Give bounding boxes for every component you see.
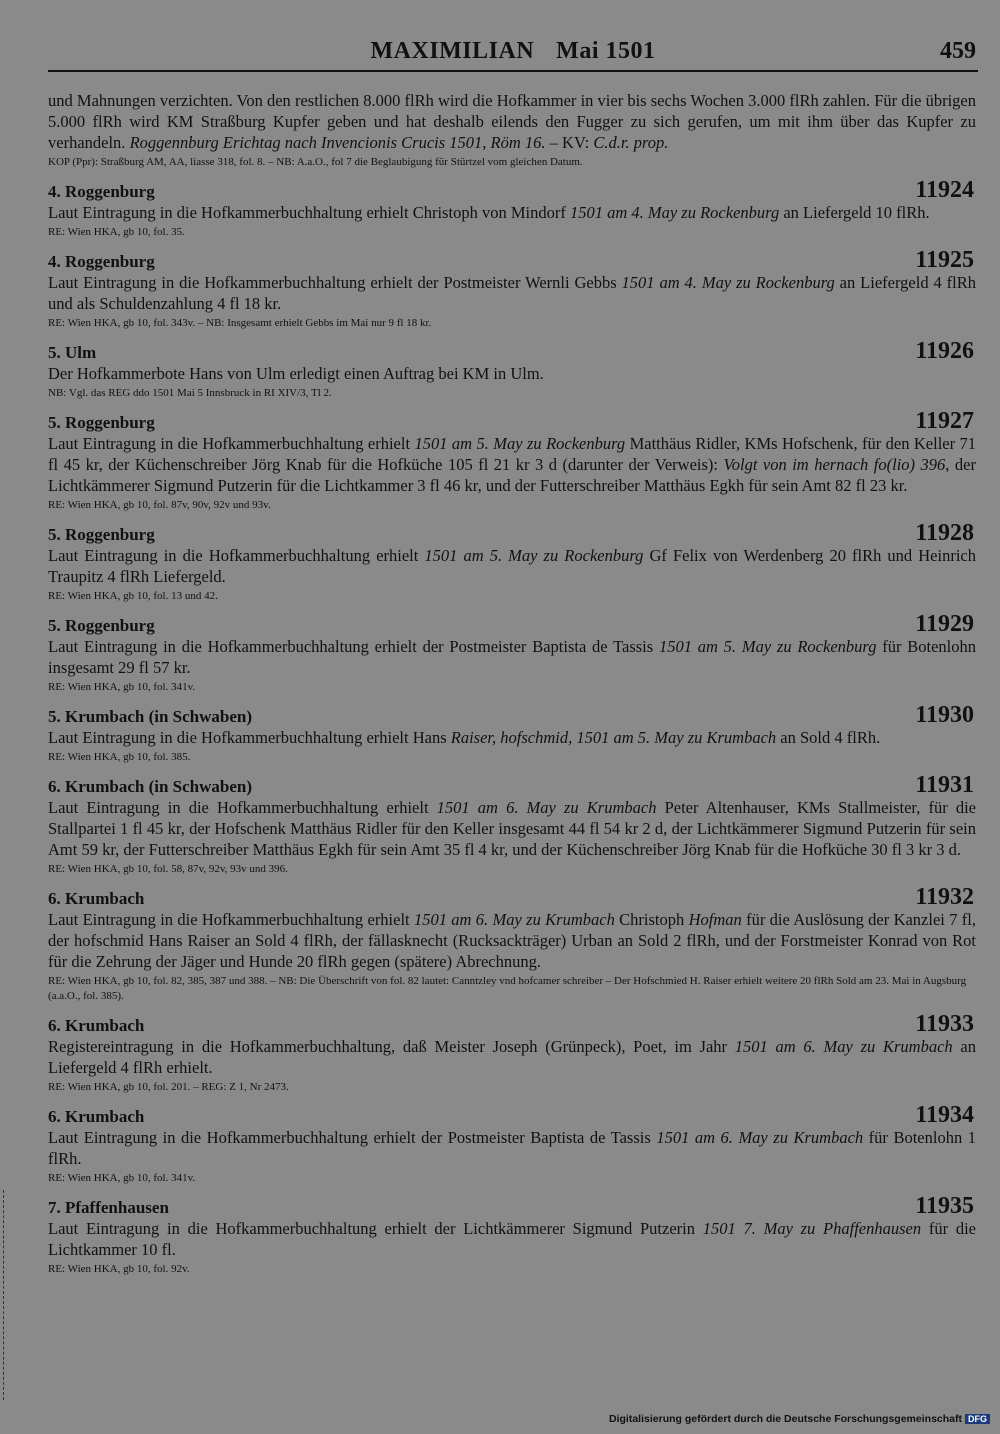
entry-text-part: , der Lichtkämmerer Sigmund Putzerin für die Lichtkammer 3 fl 46 kr, und der Futterschreiber Matthäus Egkh für sein Amt 82 fl 23 kr. — [48, 455, 976, 495]
entry-italic-part: 1501 am 6. May zu Krumbach — [413, 910, 615, 929]
entry-number: 11931 — [915, 772, 974, 798]
entry-text-part: Laut Eintragung in die Hofkammerbuchhaltung erhielt — [48, 434, 415, 453]
entry-heading — [48, 1011, 976, 1037]
entry-text-part: für Botenlohn 1 flRh. — [48, 1128, 976, 1168]
entry-reference: RE: Wien HKA, gb 10, fol. 341v. — [48, 1172, 196, 1184]
entry — [48, 177, 976, 240]
entry-place: 6. Krumbach (in Schwaben) — [48, 777, 253, 796]
entry-text-part: Laut Eintragung in die Hofkammerbuchhaltung erhielt — [48, 798, 437, 817]
entry-text — [48, 636, 976, 678]
entry-text — [48, 545, 976, 587]
entry-place: 4. Roggenburg — [48, 252, 155, 271]
entry-text — [48, 1036, 976, 1078]
entry-text-part: Laut Eintragung in die Hofkammerbuchhaltung erhielt der Postmeister Baptista de Tassis — [48, 1128, 657, 1147]
entry-italic-part: 1501 am 6. May zu Krumbach — [656, 1128, 864, 1147]
entry — [48, 1193, 976, 1277]
entry-text-part: Registereintragung in die Hofkammerbuchhaltung, daß Meister Joseph (Grünpeck), Poet, im Jahr — [48, 1037, 735, 1056]
entry-reference: RE: Wien HKA, gb 10, fol. 35. — [48, 226, 185, 238]
entry-text — [48, 272, 976, 314]
running-title — [48, 38, 978, 65]
intro-kv-value: C.d.r. prop. — [593, 133, 669, 152]
entry-text-part: Laut Eintragung in die Hofkammerbuchhaltung erhielt der Lichtkämmerer Sigmund Putzerin — [48, 1219, 703, 1238]
dfg-logo: DFG — [965, 1414, 990, 1424]
page-header — [48, 38, 978, 72]
entry-text-part: Laut Eintragung in die Hofkammerbuchhaltung erhielt — [48, 546, 425, 565]
entry-heading — [48, 408, 976, 434]
entry-place: 5. Roggenburg — [48, 525, 155, 544]
entry-number: 11926 — [915, 338, 974, 364]
entry-place: 4. Roggenburg — [48, 182, 155, 201]
entry-heading — [48, 1193, 976, 1219]
margin-mark — [3, 1190, 5, 1400]
entry-place: 6. Krumbach — [48, 889, 145, 908]
entry-text — [48, 909, 976, 972]
entry-text — [48, 1218, 976, 1260]
entry-text — [48, 1127, 976, 1169]
entry-place: 5. Roggenburg — [48, 413, 155, 432]
intro-text: und Mahnungen verzichten. Von den restlichen 8.000 flRh wird die Hofkammer in vier bis sechs Wochen 3.000 flRh zahlen. Für die übrigen 5.000 flRh wird KM Straßburg Kupfer geben und hat deshalb eilends den Fugger zu sich gerufen, um mit ihm über das Kupfer zu verhandeln. — [48, 91, 976, 152]
entry-reference: RE: Wien HKA, gb 10, fol. 82, 385, 387 und 388. – NB: Die Überschrift von fol. 82 lautet: Canntzley vnd hofcamer schreiber – Der Hofschmied H. Raiser erhielt weitere 20 flRh Sold am 23. Mai in Augsburg (a.a.O., fol. 385). — [48, 975, 967, 1002]
entry-place: 5. Ulm — [48, 343, 97, 362]
entry-text — [48, 727, 976, 748]
entry-text-part: Christoph — [614, 910, 689, 929]
entry-number: 11924 — [915, 177, 974, 203]
entry-text-part: Laut Eintragung in die Hofkammerbuchhaltung erhielt Hans — [48, 728, 451, 747]
entry-place: 6. Krumbach — [48, 1016, 145, 1035]
entry-number: 11934 — [915, 1102, 974, 1128]
entry-heading — [48, 884, 976, 910]
entry-text-part: Peter Altenhauser, KMs Stallmeister, für die Stallpartei 1 fl 45 kr, der Hofschenk Matthäus Ridler für den Keller insgesamt 44 fl 54 kr 2 d, der Lichtkämmerer Sigmund Putzerin für sein Amt 59 kr, der Futterschreiber Matthäus Egkh für sein Amt 35 fl 4 kr, und der Küchenschreiber Jörg Knab für die Hofküche 30 fl 3 kr 3 d. — [48, 798, 977, 859]
intro-date: Roggennburg Erichtag nach Invencionis Crucis 1501, Röm 16. — [129, 133, 546, 152]
entry — [48, 247, 976, 331]
entry-text-part: Laut Eintragung in die Hofkammerbuchhaltung erhielt der Postmeister Baptista de Tassis — [48, 637, 659, 656]
entry-heading — [48, 338, 976, 364]
entry-italic-part: Volgt von im hernach fo(lio) 396 — [723, 455, 946, 474]
entry-reference: NB: Vgl. das REG ddo 1501 Mai 5 Innsbruck in RI XIV/3, Tl 2. — [48, 387, 332, 399]
page-number: 459 — [940, 38, 976, 64]
entry-text-part: Gf Felix von Werdenberg 20 flRh und Heinrich Traupitz 4 flRh Liefergeld. — [48, 546, 976, 586]
entry-place: 5. Krumbach (in Schwaben) — [48, 707, 253, 726]
entry-reference: RE: Wien HKA, gb 10, fol. 13 und 42. — [48, 590, 218, 602]
entry-reference: RE: Wien HKA, gb 10, fol. 201. – REG: Z 1, Nr 2473. — [48, 1081, 289, 1093]
entry-italic-part: 1501 am 4. May zu Rockenburg — [621, 273, 835, 292]
entry-text-part: an Liefergeld 4 flRh erhielt. — [48, 1037, 977, 1077]
page-content — [48, 90, 976, 1277]
entry — [48, 1011, 977, 1095]
entry — [48, 520, 976, 604]
entry-text-part: Laut Eintragung in die Hofkammerbuchhaltung erhielt Christoph von Mindorf — [48, 203, 570, 222]
entry — [48, 408, 977, 513]
entry-number: 11929 — [915, 611, 974, 637]
entry-text-part: für Botenlohn insgesamt 29 fl 57 kr. — [48, 637, 976, 677]
entry-heading — [48, 772, 976, 798]
entry-text-part: an Sold 4 flRh. — [776, 728, 881, 747]
entry-reference: RE: Wien HKA, gb 10, fol. 341v. — [48, 681, 196, 693]
entry-number: 11930 — [915, 702, 974, 728]
entry-text-part: an Liefergeld 4 flRh und als Schuldenzahlung 4 fl 18 kr. — [48, 273, 976, 313]
entry-italic-part: 1501 am 5. May zu Rockenburg — [424, 546, 644, 565]
entry-text-part: Laut Eintragung in die Hofkammerbuchhaltung erhielt der Postmeister Wernli Gebbs — [48, 273, 622, 292]
entry-text-part: für die Auslösung der Kanzlei 7 fl, der hofschmid Hans Raiser an Sold 4 flRh, der fällasknecht (Rucksackträger) Urban an Sold 2 flRh, und der Forstmeister Konrad von Rot für die Zehrung der Jäger und Hunde 20 flRh gegen (spätere) Abrechnung. — [48, 910, 976, 971]
entry-number: 11927 — [915, 408, 974, 434]
entry-heading — [48, 1102, 976, 1128]
entry-italic-part: 1501 7. May zu Phaffenhausen — [702, 1219, 922, 1238]
entry-italic-part: Hofman — [688, 910, 742, 929]
entry-number: 11933 — [915, 1011, 974, 1037]
entry-italic-part: 1501 am 6. May zu Krumbach — [436, 798, 657, 817]
intro-paragraph — [48, 90, 976, 153]
entry-place: 6. Krumbach — [48, 1107, 145, 1126]
entry-heading — [48, 247, 976, 273]
footer-text: Digitalisierung gefördert durch die Deutsche Forschungsgemeinschaft — [609, 1413, 962, 1425]
intro-kv: – KV: — [549, 133, 590, 152]
entry-text-part: für die Lichtkammer 10 fl. — [48, 1219, 976, 1259]
entries-list — [48, 177, 977, 1277]
entry-heading — [48, 177, 976, 203]
footer — [609, 1413, 990, 1425]
entry-italic-part: 1501 am 4. May zu Rockenburg — [569, 203, 780, 222]
entry-reference: RE: Wien HKA, gb 10, fol. 385. — [48, 751, 191, 763]
entry — [48, 338, 976, 401]
entry-reference: RE: Wien HKA, gb 10, fol. 92v. — [48, 1263, 190, 1275]
header-title: MAXIMILIAN — [370, 38, 535, 64]
entry-number: 11928 — [915, 520, 974, 546]
entry-reference: RE: Wien HKA, gb 10, fol. 343v. – NB: Insgesamt erhielt Gebbs im Mai nur 9 fl 18 kr. — [48, 317, 432, 329]
entry-text — [48, 433, 976, 496]
entry — [48, 884, 976, 1004]
entry-heading — [48, 702, 976, 728]
entry-text — [48, 202, 976, 223]
entry — [48, 702, 976, 765]
entry-number: 11932 — [915, 884, 974, 910]
entry-text-part: an Liefergeld 10 flRh. — [779, 203, 930, 222]
entry-reference: RE: Wien HKA, gb 10, fol. 58, 87v, 92v, 93v und 396. — [48, 863, 288, 875]
entry-italic-part: 1501 am 5. May zu Rockenburg — [414, 434, 626, 453]
entry — [48, 1102, 976, 1186]
entry-text — [48, 363, 976, 384]
entry-italic-part: 1501 am 5. May zu Rockenburg — [658, 637, 877, 656]
entry-heading — [48, 611, 976, 637]
entry-place: 7. Pfaffenhausen — [48, 1198, 169, 1217]
entry-text-part: Matthäus Ridler, KMs Hofschenk, für den Keller 71 fl 45 kr, der Küchenschreiber Jörg Knab für die Hofküche 105 fl 21 kr 3 d (darunter der Verweis): — [48, 434, 977, 474]
entry-reference: RE: Wien HKA, gb 10, fol. 87v, 90v, 92v und 93v. — [48, 499, 271, 511]
entry-italic-part: Raiser, hofschmid, 1501 am 5. May zu Krumbach — [450, 728, 777, 747]
entry-text-part: Laut Eintragung in die Hofkammerbuchhaltung erhielt — [48, 910, 414, 929]
entry-italic-part: 1501 am 6. May zu Krumbach — [734, 1037, 953, 1056]
entry-number: 11935 — [915, 1193, 974, 1219]
entry — [48, 611, 976, 695]
entry-text — [48, 797, 976, 860]
intro-reference: KOP (Ppr): Straßburg AM, AA, liasse 318, fol. 8. – NB: A.a.O., fol 7 die Beglaubigung für Stürtzel vom gleichen Datum. — [48, 156, 583, 168]
entry-heading — [48, 520, 976, 546]
entry-text-part: Der Hofkammerbote Hans von Ulm erledigt einen Auftrag bei KM in Ulm. — [48, 364, 544, 383]
entry-number: 11925 — [915, 247, 974, 273]
entry-place: 5. Roggenburg — [48, 616, 155, 635]
header-month: Mai 1501 — [556, 38, 656, 64]
entry — [48, 772, 977, 877]
